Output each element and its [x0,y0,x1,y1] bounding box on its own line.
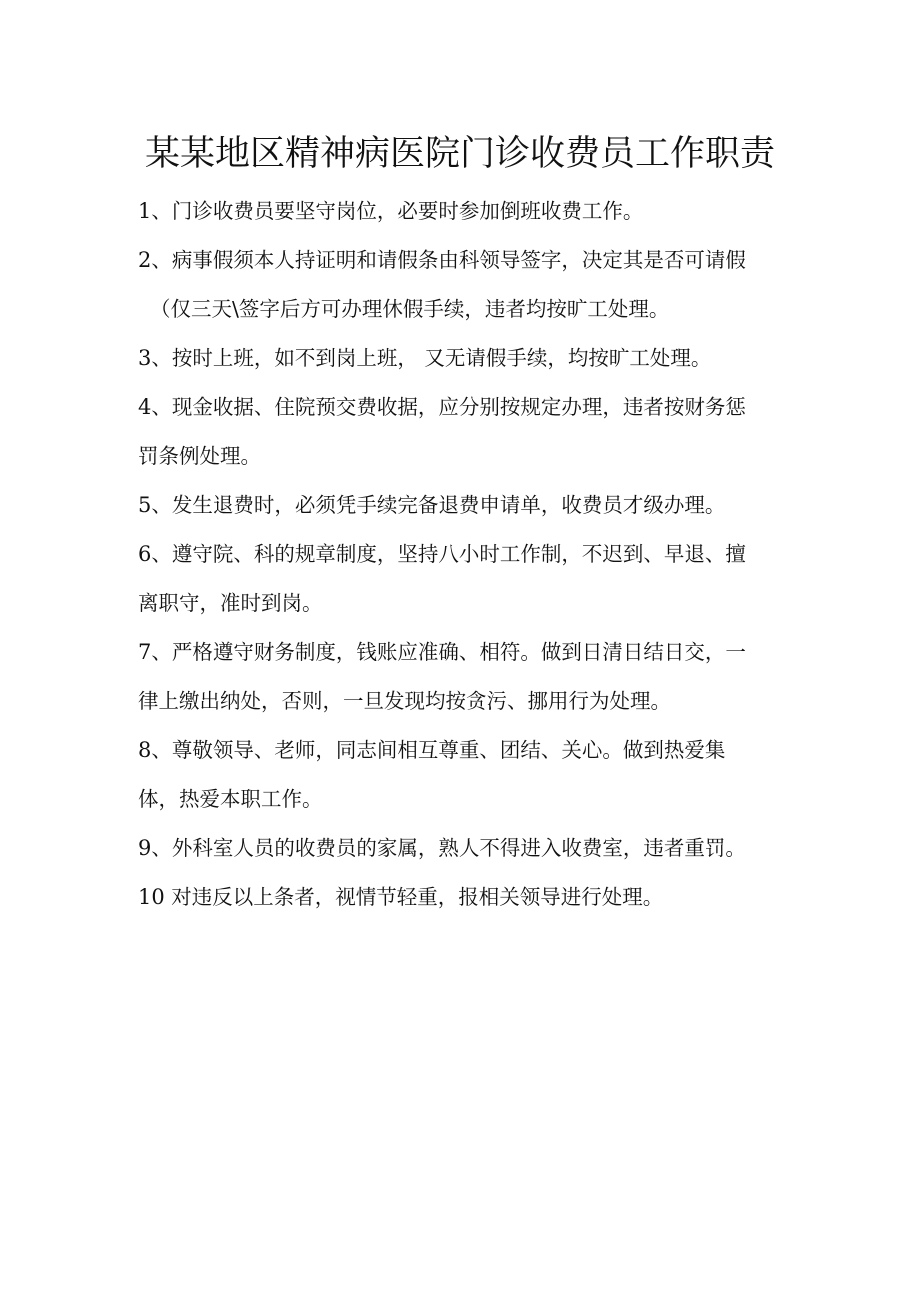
duty-item-first-line [138,873,786,922]
duty-item [138,383,786,481]
duty-item-separator: 、 [151,395,172,419]
duty-item-number: 5 [138,493,152,517]
duty-item [138,628,786,726]
duty-item-text: 外科室人员的收费员的家属，熟人不得进入收费室，违者重罚。 [171,836,746,860]
duty-item-text: 尊敬领导、老师，同志间相互尊重、团结、关心。做到热爱集 [171,738,726,762]
duty-item-separator: 、 [151,640,172,664]
duty-item-text: 门诊收费员要坚守岗位，必要时参加倒班收费工作。 [171,199,644,223]
duty-item-number: 1 [138,199,152,223]
duty-item-number: 4 [138,395,152,419]
duty-item-first-line [138,383,786,432]
duty-list [138,187,786,922]
duty-item-separator: 、 [151,199,172,223]
duty-item-text: 对违反以上条者，视情节轻重，报相关领导进行处理。 [171,885,664,909]
duty-item [138,873,786,922]
duty-item-separator: 、 [151,493,172,517]
duty-item-separator: 、 [151,248,172,272]
duty-item-continuation-line [138,775,786,824]
duty-item-continuation-line [138,285,786,334]
duty-item-separator: 、 [151,346,172,370]
duty-item-first-line [138,481,786,530]
duty-item-text: 病事假须本人持证明和请假条由科领导签字，决定其是否可请假 [171,248,746,272]
duty-item-text: 律上缴出纳处，否则，一旦发现均按贪污、挪用行为处理。 [138,689,671,713]
duty-item-number: 8 [138,738,152,762]
duty-item [138,726,786,824]
duty-item-separator: 、 [151,738,172,762]
duty-item-first-line [138,726,786,775]
duty-item-text: （仅三天\签字后方可办理休假手续，违者均按旷工处理。 [150,297,670,321]
document-title: 某某地区精神病医院门诊收费员工作职责 [144,134,775,174]
duty-item-first-line [138,628,786,677]
duty-item-text: 发生退费时，必须凭手续完备退费申请单，收费员才级办理。 [171,493,726,517]
duty-item-continuation-line [138,432,786,481]
duty-item-number: 3 [138,346,152,370]
duty-item [138,236,786,334]
duty-item-number: 7 [138,640,152,664]
duty-item-text: 罚条例处理。 [138,444,261,468]
duty-item-first-line [138,187,786,236]
duty-item-text: 离职守，准时到岗。 [138,591,323,615]
duty-item-number: 9 [138,836,152,860]
duty-item-separator: 、 [151,836,172,860]
duty-item-text: 体，热爱本职工作。 [138,787,323,811]
duty-item-first-line [138,236,786,285]
duty-item [138,334,786,383]
duty-item-text: 现金收据、住院预交费收据，应分别按规定办理，违者按财务惩 [171,395,746,419]
duty-item [138,481,786,530]
duty-item-first-line [138,824,786,873]
duty-item [138,824,786,873]
duty-item-separator: 、 [151,542,172,566]
duty-item [138,530,786,628]
duty-item-continuation-line [138,579,786,628]
duty-item-first-line [138,530,786,579]
duty-item-number: 2 [138,248,152,272]
duty-item-first-line [138,334,786,383]
duty-item-text: 遵守院、科的规章制度，坚持八小时工作制，不迟到、早退、擅 [171,542,746,566]
duty-item-text: 严格遵守财务制度，钱账应准确、相符。做到日清日结日交，一 [171,640,746,664]
duty-item-number: 10 [138,885,165,909]
duty-item [138,187,786,236]
duty-item-text: 按时上班，如不到岗上班， 又无请假手续，均按旷工处理。 [171,346,712,370]
duty-item-number: 6 [138,542,152,566]
duty-item-continuation-line [138,677,786,726]
